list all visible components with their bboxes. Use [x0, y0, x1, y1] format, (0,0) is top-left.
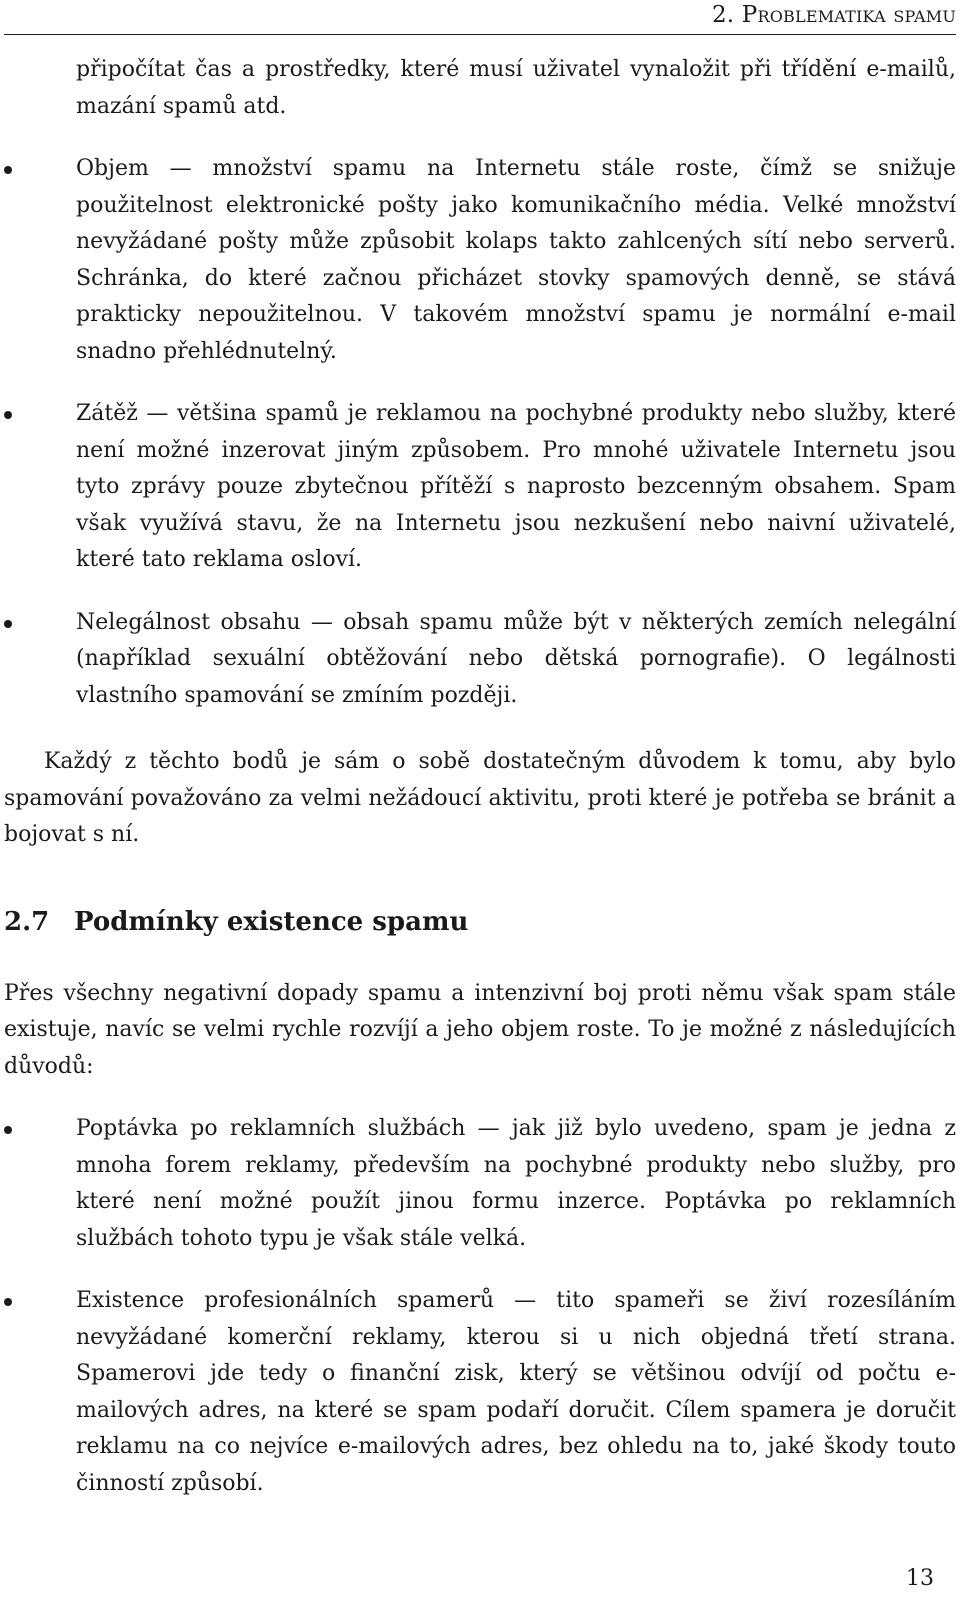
list-item — [4, 605, 956, 715]
list-item-text: Existence profesionálních spamerů — tito spameři se živí rozesíláním nevyžádané komerční reklamy, kterou si u nich objedná třetí strana. Spamerovi jde tedy o finanční zisk, který se většinou odvíjí od počtu e-mailových adres, na které se spam podaří doručit. Cílem spamera je doručit reklamu na co nejvíce e-mailových adres, bez ohledu na to, jaké škody touto činností způsobí. — [76, 1288, 956, 1496]
section-title: Podmínky existence spamu — [74, 906, 469, 937]
section-number: 2.7 — [4, 906, 50, 937]
list-item-text: Objem — množství spamu na Internetu stále roste, čímž se snižuje použitelnost elektronické pošty jako komunikačního média. Velké množství nevyžádané pošty může způsobit kolaps takto zahlcených sítí nebo serverů. Schránka, do které začnou přicházet stovky spamových denně, se stává prakticky nepoužitelnou. V takovém množství spamu je normální e-mail snadno přehlédnutelný. — [76, 156, 956, 364]
list-item-text: Zátěž — většina spamů je reklamou na pochybné produkty nebo služby, které není možné inzerovat jiným způsobem. Pro mnohé uživatele Internetu jsou tyto zprávy pouze zbytečnou přítěží s naprosto bezcenným obsahem. Spam však využívá stavu, že na Internetu jsou nezkušení nebo naivní uživatelé, které tato reklama osloví. — [76, 401, 956, 572]
page-content — [4, 52, 956, 1502]
bullet-list-consequences — [4, 151, 956, 714]
bullet-list-reasons — [4, 1111, 956, 1502]
continued-list-text: připočítat čas a prostředky, které musí uživatel vynaložit při třídění e-mailů, mazání spamů atd. — [76, 57, 956, 119]
running-header — [4, 0, 956, 35]
bullet-icon — [4, 411, 12, 419]
page-number: 13 — [906, 1566, 934, 1591]
list-item — [4, 1111, 956, 1257]
body-paragraph: Každý z těchto bodů je sám o sobě dostatečným důvodem k tomu, aby bylo spamování považováno za velmi nežádoucí aktivitu, proti které je potřeba se bránit a bojovat s ní. — [4, 749, 956, 847]
bullet-icon — [4, 166, 12, 174]
list-item — [4, 396, 956, 579]
list-item — [4, 1283, 956, 1502]
bullet-icon — [4, 620, 12, 628]
body-paragraph: Přes všechny negativní dopady spamu a intenzivní boj proti němu však spam stále existuje, navíc se velmi rychle rozvíjí a jeho objem roste. To je možné z následujících důvodů: — [4, 980, 956, 1079]
bullet-icon — [4, 1126, 12, 1134]
list-item-text: Nelegálnost obsahu — obsah spamu může být v některých zemích nelegální (například sexuální obtěžování nebo dětská pornografie). O legálnosti vlastního spamování se zmíním později. — [76, 609, 956, 708]
section-heading — [4, 904, 956, 940]
bullet-icon — [4, 1298, 12, 1306]
list-item — [4, 151, 956, 370]
list-item-text: Poptávka po reklamních službách — jak již bylo uvedeno, spam je jedna z mnoha forem reklamy, především na pochybné produkty nebo služby, pro které není možné použít jinou formu inzerce. Poptávka po reklamních službách tohoto typu je však stále velká. — [76, 1116, 956, 1251]
running-title: 2. Problematika spamu — [711, 2, 956, 28]
